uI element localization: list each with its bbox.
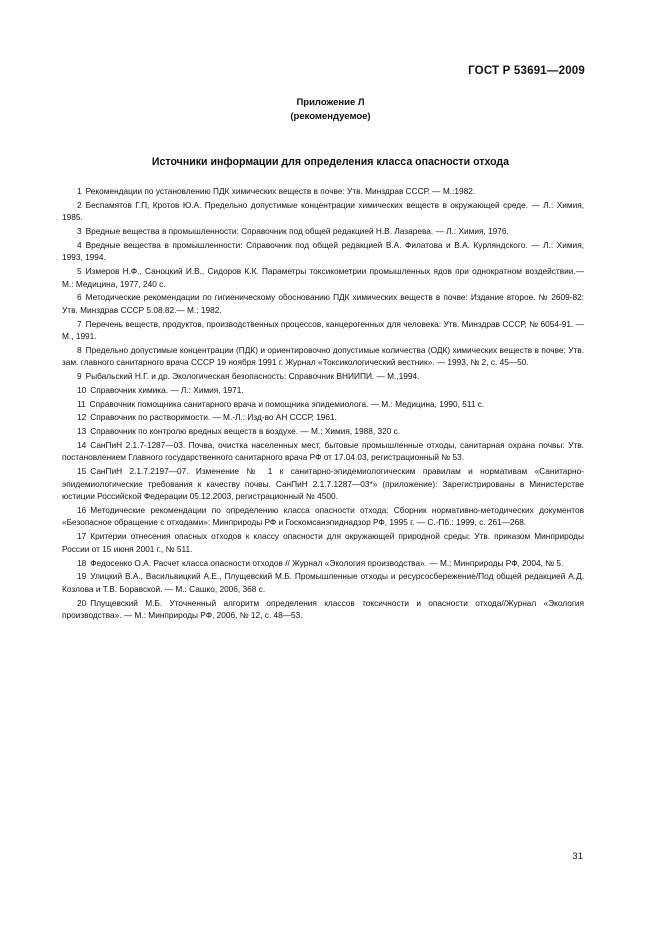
reference-item: [62, 425, 584, 438]
reference-number: 8: [77, 344, 82, 355]
reference-number: 18: [77, 557, 87, 568]
reference-text: Рекомендации по установлению ПДК химических веществ в почве: Утв. Минздрав СССР. — М.:1982.: [85, 186, 476, 196]
page-number: 31: [572, 851, 583, 862]
reference-item: [62, 370, 584, 383]
reference-text: СанПиН 2.1.7.2197—07. Изменение № 1 к санитарно-эпидемиологическим правилам и нормативам «Санитарно-эпидемиологические требования к качеству почвы. СанПиН 2.1.7.1287—03*» (приложение): Зарегистрированы в Министерстве юстиции Российской Федерации 05.12.2003, регистрационный № 4500.: [62, 466, 584, 502]
reference-text: Критерии отнесения опасных отходов к классу опасности для окружающей природной среды: Утв. приказом Минприроды России от 15 июня 2001 г., № 511.: [62, 531, 584, 554]
appendix-type: (рекомендуемое): [290, 111, 371, 122]
appendix-heading: [0, 96, 661, 124]
reference-number: 9: [77, 371, 82, 382]
reference-item: [62, 185, 584, 198]
reference-number: 5: [77, 266, 82, 277]
reference-text: Справочник по растворимости. — М.-Л.: Изд-во АН СССР, 1961.: [90, 412, 337, 423]
reference-text: Методические рекомендации по гигиеническому обоснованию ПДК химических веществ в почве: Издание второе. № 2609-82: Утв. Минздрав СССР 5.08.82.— М.: 1982.: [62, 292, 584, 315]
reference-number: 20: [77, 597, 87, 608]
reference-number: 4: [77, 239, 82, 250]
reference-text: Вредные вещества в промышленности: Справочник под общей редакцией В.А. Филатова и В.А. Курляндского. — Л.: Химия, 1993, 1994.: [62, 239, 584, 263]
reference-item: [62, 557, 584, 570]
reference-number: 17: [77, 531, 87, 542]
reference-text: Рыбальский Н.Г. и др. Экологическая безопасность: Справочник ВНИИПИ. — М.,1994.: [85, 371, 420, 382]
reference-item: [62, 199, 584, 224]
reference-number: 10: [77, 384, 87, 395]
reference-text: Беспамятов Г.П, Кротов Ю.А. Предельно допустимые концентрации химических веществ в окружающей среде. — Л.: Химия, 1985.: [62, 199, 584, 223]
reference-text: Справочник по контролю вредных веществ в воздухе. — М.: Химия, 1988, 320 с.: [90, 426, 401, 437]
reference-number: 16: [77, 504, 87, 515]
reference-number: 1: [77, 186, 82, 196]
section-title: Источники информации для определения класса опасности отхода: [151, 156, 510, 168]
reference-text: Улицкий В.А., Васильвицкий А.Е., Плущевский М.Б. Промышленные отходы и ресурсосбережение/Под общей редакцией А.Д. Козлова и Т.В. Боравской. — М.: Сашко, 2006, 368 с.: [62, 571, 584, 594]
reference-number: 11: [77, 398, 86, 409]
reference-item: [62, 439, 584, 464]
reference-number: 12: [77, 412, 87, 423]
reference-number: 3: [77, 226, 82, 237]
reference-text: Методические рекомендации по определению класса опасности отхода: Сборник нормативно-методических документов «Безопасное обращение с отходами»: Минприроды РФ и Госкомсанэпиднадзор РФ, 1995 г. — С.-Пб.: 1999, с. 261—268.: [62, 504, 584, 528]
reference-item: [62, 265, 584, 290]
reference-number: 14: [77, 439, 87, 450]
reference-item: [62, 597, 584, 622]
reference-text: Справочник помощника санитарного врача и помощника эпидемиолога. — М.: Медицина, 1990, 511 с.: [89, 398, 485, 409]
reference-text: Измеров Н.Ф., Саноцкий И.В., Сидоров К.К. Параметры токсикометрии промышленных ядов при однократном воздействии.— М.: Медицина, 1977, 240 с.: [62, 266, 584, 289]
reference-item: [62, 291, 584, 316]
reference-number: 19: [77, 571, 87, 582]
reference-item: [62, 239, 584, 264]
reference-number: 6: [77, 292, 82, 303]
reference-item: [62, 411, 584, 424]
reference-item: [62, 398, 584, 411]
reference-text: Плущевский М.Б. Уточненный алгоритм определения классов токсичности и опасности отхода//Журнал «Экология производства». — М.: Минприроды РФ, 2006, № 12, с. 48—53.: [62, 597, 584, 621]
reference-number: 13: [77, 426, 87, 437]
reference-number: 2: [77, 199, 82, 210]
reference-item: [62, 225, 584, 238]
appendix-name: Приложение Л: [296, 97, 365, 108]
reference-item: [62, 465, 584, 503]
reference-text: Перечень веществ, продуктов, производственных процессов, канцерогенных для человека: Утв. Минздрав СССР, № 6054-91. — М., 1991.: [62, 318, 584, 342]
reference-item: [62, 384, 584, 397]
reference-item: [62, 504, 584, 529]
reference-text: Справочник химика. — Л.: Химия, 1971.: [90, 384, 244, 395]
reference-text: Вредные вещества в промышленности: Справочник под общей редакцией Н.В. Лазарева. — Л.: Химия, 1976.: [85, 226, 509, 237]
reference-text: СанПиН 2.1.7-1287—03. Почва, очистка населенных мест, бытовые промышленные отходы, санитарная охрана почвы: Утв. постановлением Главного государственного санитарного врача РФ от 17.04.03, регистрационный № 53.: [62, 439, 584, 463]
reference-list: [62, 185, 584, 623]
reference-item: [62, 344, 584, 369]
reference-item: [62, 570, 584, 595]
document-id: ГОСТ Р 53691—2009: [468, 65, 585, 77]
reference-number: 7: [77, 318, 82, 329]
reference-text: Предельно допустимые концентрации (ПДК) и ориентировочно допустимые количества (ОДК) химических веществ в почве: Утв. зам. главного санитарного врача СССР 19 ноября 1991 г. Журнал «Токсикологический вестник». — 1993, № 2, с. 45—50.: [62, 344, 584, 368]
reference-number: 15: [77, 466, 87, 477]
reference-text: Федосенко О.А. Расчет класса опасности отходов // Журнал «Экология производства». — М.: Минприроды РФ, 2004, № 5.: [90, 557, 564, 568]
reference-item: [62, 318, 584, 343]
reference-item: [62, 530, 584, 555]
